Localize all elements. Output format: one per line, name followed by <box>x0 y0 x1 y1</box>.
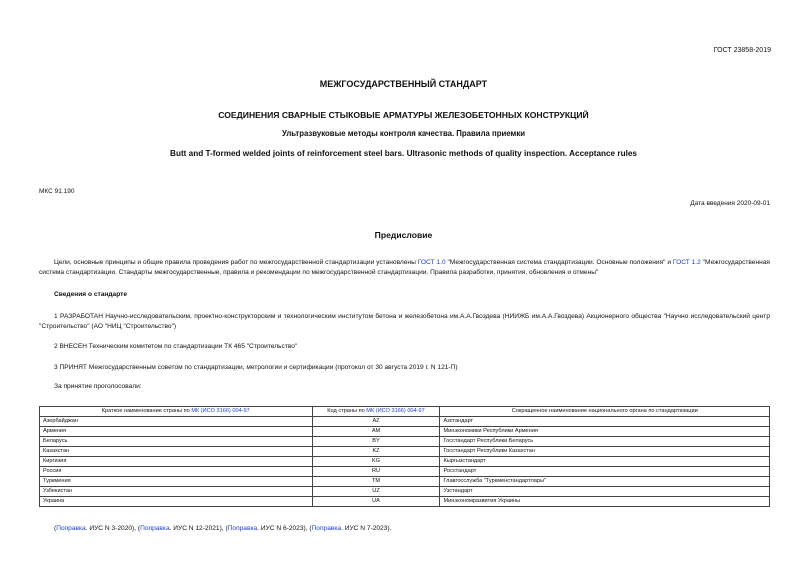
body-cell: Госстандарт Республики Беларусь <box>440 437 770 447</box>
body-cell: Госстандарт Республики Казахстан <box>440 447 770 457</box>
amendment-link[interactable]: Поправка <box>311 525 342 532</box>
table-row <box>40 467 770 477</box>
amendment-text: . ИУС N 12-2021 <box>169 525 220 532</box>
code-cell: BY <box>312 437 440 447</box>
table-header-row <box>40 407 770 417</box>
country-cell: Азербайджан <box>40 417 313 427</box>
code-cell: RU <box>312 467 440 477</box>
intro-text-1: Цели, основные принципы и общие правила проведения работ по межгосударственной стандартизации установлены <box>54 259 418 266</box>
amendment-text: . ИУС N 6-2023 <box>257 525 304 532</box>
country-cell: Беларусь <box>40 437 313 447</box>
intro-text-2: "Межгосударственная система стандартизации. Основные положения" и <box>445 259 673 266</box>
code-cell: UZ <box>312 487 440 497</box>
amendment-link[interactable]: Поправка <box>56 525 86 532</box>
amendment-link[interactable]: Поправка <box>227 525 258 532</box>
code-cell: AZ <box>312 417 440 427</box>
amendment-link[interactable]: Поправка <box>140 525 170 532</box>
table-row <box>40 457 770 467</box>
code-cell: UA <box>312 497 440 507</box>
body-cell: Главгосслужба "Туркменстандартлары" <box>440 477 770 487</box>
table-row <box>40 417 770 427</box>
intro-text-3: "Межгосударственная система стандартизации. Стандарты межгосударственные, правила и рекомендации по межгосударственной стандартизации. Правила разработки, принятия, обновления и отмены" <box>39 259 770 276</box>
country-cell: Армения <box>40 427 313 437</box>
countries-table <box>39 406 770 507</box>
country-cell: Украина <box>40 497 313 507</box>
document-title: СОЕДИНЕНИЯ СВАРНЫЕ СТЫКОВЫЕ АРМАТУРЫ ЖЕЛЕЗОБЕТОННЫХ КОНСТРУКЦИЙ <box>218 110 589 120</box>
document-subtitle: Ультразвуковые методы контроля качества. Правила приемки <box>281 129 526 138</box>
body-cell: Кыргызстандарт <box>440 457 770 467</box>
amendments-line: (Поправка. ИУС N 3-2020), (Поправка. ИУС N 12-2021), (Поправка. ИУС N 6-2023), (Поправка. ИУС N 7-2023). <box>54 525 392 532</box>
document-code: ГОСТ 23858-2019 <box>713 47 771 54</box>
gost-1-0-link[interactable]: ГОСТ 1.0 <box>417 259 446 266</box>
standard-type-heading: МЕЖГОСУДАРСТВЕННЫЙ СТАНДАРТ <box>319 79 488 89</box>
standard-info-heading: Сведения о стандарте <box>54 291 128 298</box>
table-row <box>40 497 770 507</box>
body-cell: Минэкономразвития Украины <box>440 497 770 507</box>
foreword-intro <box>39 258 770 278</box>
table-row <box>40 477 770 487</box>
body-cell: Минэкономики Республики Армения <box>440 427 770 437</box>
table-row <box>40 427 770 437</box>
table-row <box>40 447 770 457</box>
code-cell: TM <box>312 477 440 487</box>
code-cell: KZ <box>312 447 440 457</box>
item-developed-text: 1 РАЗРАБОТАН Научно-исследовательским, проектно-конструкторским и технологическим институтом бетона и железобетона им.А.А.Гвоздева (НИИЖБ им.А.А.Гвоздева) Акционерного общества "Научно исследовательский центр "Строительство" (АО "НИЦ "Строительство") <box>39 313 770 330</box>
amendment-text: . ИУС N 3-2020 <box>85 525 133 532</box>
table-row <box>40 437 770 447</box>
country-cell: Россия <box>40 467 313 477</box>
foreword-heading: Предисловие <box>374 230 433 240</box>
code-cell: KG <box>312 457 440 467</box>
item-adopted: 3 ПРИНЯТ Межгосударственным советом по стандартизации, метрологии и сертификации (протокол от 30 августа 2019 г. N 121-П) <box>54 364 458 371</box>
mks-code: МКС 91.190 <box>39 188 75 195</box>
introduction-date: Дата введения 2020-09-01 <box>690 200 770 207</box>
header-code: Код страны по МК (ИСО 3166) 004-97 <box>312 407 440 417</box>
mk-link[interactable]: МК (ИСО 3166) 004-97 <box>366 408 425 414</box>
header-country: Краткое наименование страны по МК (ИСО 3166) 004-97 <box>40 407 313 417</box>
english-title: Butt and T-formed welded joints of reinforcement steel bars. Ultrasonic methods of quality inspection. Acceptance rules <box>170 149 637 158</box>
body-cell: Росстандарт <box>440 467 770 477</box>
body-cell: Азстандарт <box>440 417 770 427</box>
header-body: Сокращенное наименование национального органа по стандартизации <box>440 407 770 417</box>
country-cell: Туркмения <box>40 477 313 487</box>
table-row <box>40 487 770 497</box>
country-cell: Казахстан <box>40 447 313 457</box>
country-cell: Узбекистан <box>40 487 313 497</box>
voted-label: За принятие проголосовали: <box>54 383 142 390</box>
body-cell: Узстандарт <box>440 487 770 497</box>
item-developed <box>39 312 770 332</box>
country-cell: Киргизия <box>40 457 313 467</box>
mk-link[interactable]: МК (ИСО 3166) 004-97 <box>191 408 250 414</box>
amendment-text: . ИУС N 7-2023 <box>341 525 388 532</box>
code-cell: AM <box>312 427 440 437</box>
item-introduced: 2 ВНЕСЕН Техническим комитетом по стандартизации ТК 465 "Строительство" <box>54 343 298 350</box>
gost-1-2-link[interactable]: ГОСТ 1.2 <box>672 259 701 266</box>
